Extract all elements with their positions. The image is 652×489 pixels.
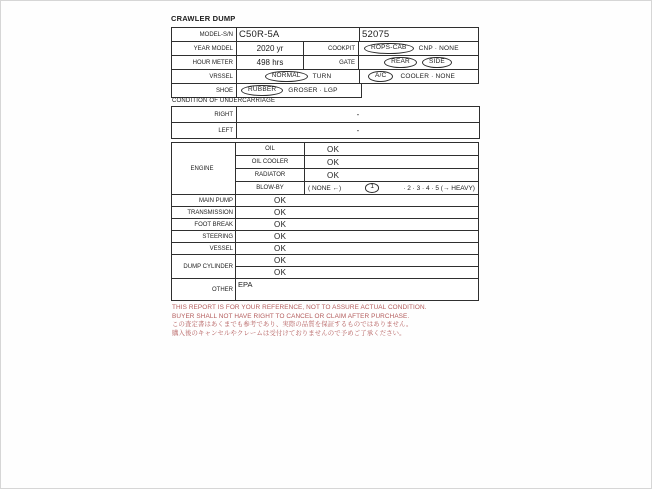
blowby-label: BLOW-BY [235,181,304,194]
gate-options [358,56,477,69]
undercarriage-row-left [171,122,480,139]
aircon-other-options: COOLER · NONE [400,73,456,80]
inspection-table [171,142,479,301]
model-value: C50R-5A [236,28,359,41]
cockpit-selected-circle: ROPS-CAB [364,43,414,55]
foot-break-label: FOOT BREAK [171,218,235,230]
disclaimer-text [172,304,427,338]
blowby-selected-circle: 1 [365,183,379,193]
cockpit-other-options: CNP · NONE [418,45,459,52]
spec-row-year [171,41,479,56]
transmission-label: TRANSMISSION [171,206,235,218]
cockpit-options [358,42,477,55]
cockpit-label: COOKPIT [303,42,358,55]
gate-selected-rear-circle: REAR [384,57,417,69]
dump-cylinder-value-1: OK [235,254,478,266]
model-label: MODEL-S/N [199,31,233,38]
vessel-options [236,70,359,83]
vessel-row-value: OK [235,242,478,254]
spec-row-shoe [171,83,362,98]
year-value: 2020 yr [236,42,303,55]
dump-cylinder-label: DUMP CYLINDER [171,254,235,278]
foot-break-value: OK [235,218,478,230]
serial-value: 52075 [359,28,478,41]
left-value: - [236,123,479,138]
shoe-options [236,84,359,97]
gate-selected-side-circle: SIDE [422,57,452,69]
vessel-selected-circle: NORMAL [265,71,308,83]
shoe-label: SHOE [215,87,233,94]
vessel-row-label: VESSEL [171,242,235,254]
undercarriage-title: CONDITION OF UNDERCARRIAGE [172,98,276,104]
spec-table [171,27,479,98]
engine-oil-label: OIL [235,142,304,155]
aircon-selected-circle: A/C [368,71,393,83]
vessel-label: VRSSEL [209,73,233,80]
steering-value: OK [235,230,478,242]
right-value: - [236,107,479,122]
other-value: EPA [235,278,478,300]
gate-label: GATE [303,56,358,69]
right-label: RIGHT [214,111,233,118]
transmission-value: OK [235,206,478,218]
undercarriage-row-right [171,106,480,123]
dump-cylinder-value-2: OK [235,266,478,278]
disclaimer-line-2: BUYER SHALL NOT HAVE RIGHT TO CANCEL OR CLAIM AFTER PURCHASE. [172,312,410,320]
year-label: YEAR MODEL [193,45,233,52]
left-label: LEFT [218,127,233,134]
engine-oil-cooler-label: OIL COOLER [235,155,304,168]
hour-meter-label: HOUR METER [192,59,233,66]
blowby-scale-rest: · 2 · 3 · 4 · 5 (→ HEAVY) [403,184,475,192]
shoe-other-options: GROSER · LGP [288,87,338,94]
main-pump-value: OK [235,194,478,206]
disclaimer-line-3: この査定書はあくまでも参考であり、実際の品質を保証するものではありません。 [172,321,413,329]
engine-radiator-label: RADIATOR [235,168,304,181]
blowby-scale-none: ( NONE ←) [308,184,342,192]
engine-oil-value: OK [304,142,478,155]
document-title: CRAWLER DUMP [171,14,236,23]
blowby-scale [304,181,478,194]
other-label: OTHER [171,278,235,300]
aircon-options [359,70,478,83]
disclaimer-line-1: THIS REPORT IS FOR YOUR REFERENCE, NOT TO ASSURE ACTUAL CONDITION. [172,304,427,311]
spec-row-vessel [171,69,479,84]
shoe-selected-circle: RUBBER [241,85,283,97]
steering-label: STEERING [171,230,235,242]
engine-oil-cooler-value: OK [304,155,478,168]
disclaimer-line-4: 購入後のキャンセルやクレームは受付けておりませんので予めご了承ください。 [172,329,406,337]
spec-row-hour [171,55,479,70]
undercarriage-table [171,106,480,139]
main-pump-label: MAIN PUMP [171,194,235,206]
engine-radiator-value: OK [304,168,478,181]
vessel-other-option: TURN [312,73,332,80]
spec-row-model [171,27,479,42]
hour-meter-value: 498 hrs [236,56,303,69]
engine-label: ENGINE [171,142,235,194]
